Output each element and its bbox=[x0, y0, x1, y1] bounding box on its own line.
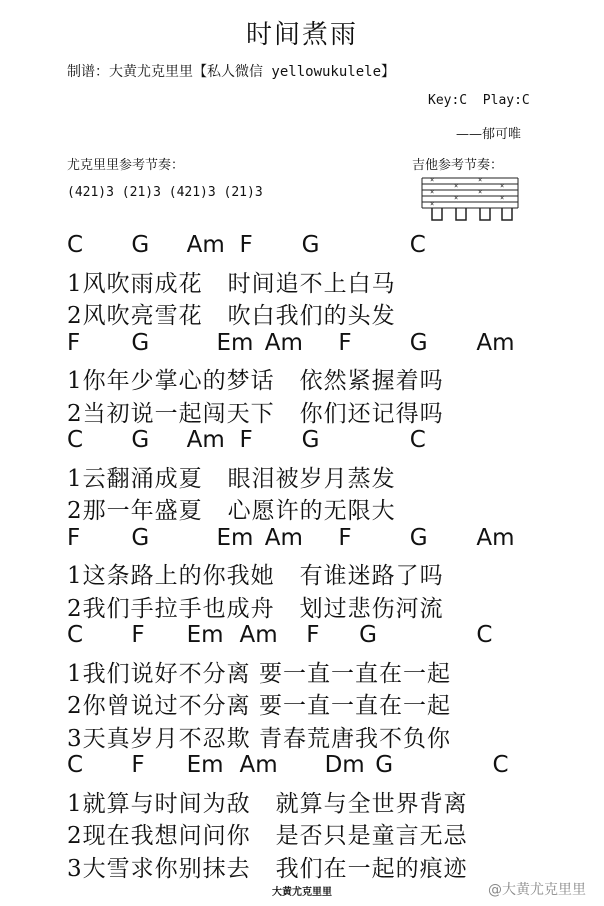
svg-text:×: × bbox=[500, 194, 505, 202]
chord-symbol: G bbox=[131, 232, 150, 258]
lyric-line: 2你曾说过不分离 要一直一直在一起 bbox=[67, 693, 451, 719]
chord-symbol: G bbox=[359, 622, 377, 648]
svg-text:×: × bbox=[430, 176, 435, 184]
lyric-line: 1风吹雨成花 时间追不上白马 bbox=[67, 270, 396, 297]
chord-symbol: Am bbox=[186, 427, 225, 453]
svg-text:×: × bbox=[500, 182, 505, 190]
chord-symbol: C bbox=[409, 232, 426, 258]
chord-symbol: C bbox=[67, 752, 84, 778]
chord-symbol: Em bbox=[216, 329, 254, 356]
chord-symbol: G bbox=[131, 329, 150, 356]
watermark: @大黄尤克里里 bbox=[488, 882, 586, 898]
chord-symbol: F bbox=[338, 524, 352, 551]
arranger-credit: 制谱：大黄尤克里里【私人微信 yellowukulele】 bbox=[67, 64, 396, 80]
chord-symbol: Am bbox=[186, 232, 225, 258]
chord-symbol: C bbox=[67, 427, 84, 453]
chord-symbol: Am bbox=[476, 524, 515, 551]
chord-symbol: G bbox=[409, 329, 428, 356]
chord-symbol: Em bbox=[186, 622, 224, 648]
chord-symbol: C bbox=[67, 622, 84, 648]
ukulele-rhythm-label: 尤克里里参考节奏： bbox=[67, 158, 185, 173]
svg-text:×: × bbox=[454, 194, 459, 202]
chord-symbol: F bbox=[67, 524, 81, 551]
chord-symbol: F bbox=[67, 329, 81, 356]
lyric-line: 2风吹亮雪花 吹白我们的头发 bbox=[67, 303, 396, 329]
lyric-line: 2那一年盛夏 心愿许的无限大 bbox=[67, 498, 396, 524]
chord-symbol: Dm bbox=[324, 752, 365, 778]
chord-symbol: Am bbox=[239, 622, 278, 648]
lyric-line: 1这条路上的你我她 有谁迷路了吗 bbox=[67, 563, 444, 589]
svg-text:×: × bbox=[478, 188, 483, 196]
chord-symbol: C bbox=[476, 622, 493, 648]
lyric-line: 3天真岁月不忍欺 青春荒唐我不负你 bbox=[67, 725, 451, 752]
lyric-line: 1我们说好不分离 要一直一直在一起 bbox=[67, 660, 451, 687]
lyric-line: 1就算与时间为敌 就算与全世界背离 bbox=[67, 790, 468, 817]
chord-symbol: F bbox=[306, 622, 320, 648]
chord-symbol: F bbox=[239, 427, 253, 453]
lyric-line: 1云翻涌成夏 眼泪被岁月蒸发 bbox=[67, 465, 396, 492]
artist-name: ——郁可唯 bbox=[456, 127, 522, 142]
guitar-rhythm-label: 吉他参考节奏： bbox=[412, 158, 504, 173]
chord-symbol: F bbox=[239, 232, 253, 258]
chord-symbol: Em bbox=[186, 752, 224, 778]
chord-symbol: F bbox=[131, 752, 145, 778]
svg-text:×: × bbox=[478, 176, 483, 184]
chord-symbol: Am bbox=[476, 329, 515, 356]
chord-symbol: Em bbox=[216, 524, 254, 551]
svg-text:×: × bbox=[430, 200, 435, 208]
chord-symbol: F bbox=[131, 622, 145, 648]
chord-symbol: G bbox=[409, 524, 428, 551]
lyric-line: 2当初说一起闯天下 你们还记得吗 bbox=[67, 400, 444, 427]
svg-text:×: × bbox=[454, 182, 459, 190]
footer-brand: 大黄尤克里里 bbox=[272, 887, 332, 898]
chord-symbol: Am bbox=[264, 524, 303, 551]
chord-symbol: G bbox=[301, 427, 320, 453]
chord-symbol: G bbox=[131, 427, 150, 453]
lyric-line: 1你年少掌心的梦话 依然紧握着吗 bbox=[67, 368, 444, 394]
chord-symbol: Am bbox=[264, 329, 303, 356]
chord-symbol: G bbox=[131, 524, 150, 551]
lyric-line: 3大雪求你别抹去 我们在一起的痕迹 bbox=[67, 855, 468, 882]
ukulele-rhythm-pattern: (421)3 (21)3 (421)3 (21)3 bbox=[67, 185, 263, 200]
chord-symbol: C bbox=[67, 232, 84, 258]
lyric-line: 2我们手拉手也成舟 划过悲伤河流 bbox=[67, 595, 444, 622]
chord-symbol: Am bbox=[239, 752, 278, 778]
chord-symbol: F bbox=[338, 329, 352, 356]
lyric-line: 2现在我想问问你 是否只是童言无忌 bbox=[67, 823, 468, 849]
chord-symbol: G bbox=[301, 232, 320, 258]
chord-symbol: C bbox=[409, 427, 426, 453]
song-title: 时间煮雨 bbox=[245, 20, 358, 50]
guitar-tab-diagram bbox=[420, 172, 520, 224]
key-play: Key:C Play:C bbox=[428, 93, 530, 108]
chord-symbol: G bbox=[375, 752, 394, 778]
chord-symbol: C bbox=[492, 752, 509, 778]
svg-text:×: × bbox=[430, 188, 435, 196]
